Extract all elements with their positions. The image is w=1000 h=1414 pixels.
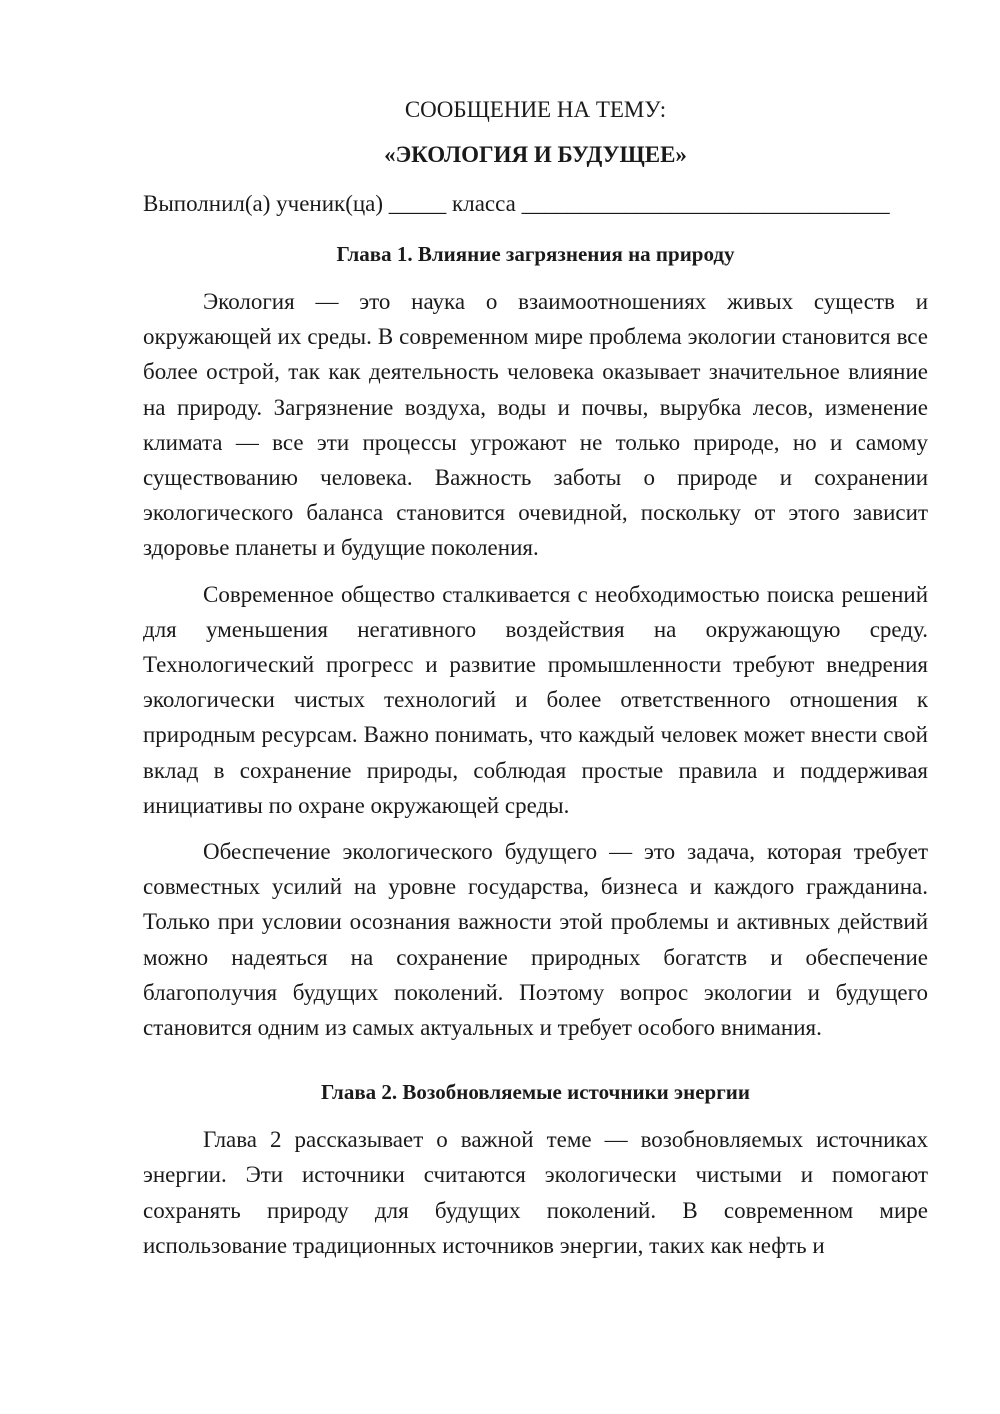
chapter-1-paragraph-2: Современное общество сталкивается с необходимостью поиска решений для уменьшения негативного воздействия на окружающую среду. Технологический прогресс и развитие промышленности требуют внедрения экологически чистых технологий и более ответственного отношения к природным ресурсам. Важно понимать, что каждый человек может внести свой вклад в сохранение природы, соблюдая простые правила и поддерживая инициативы по охране окружающей среды. [143,581,928,818]
chapter-2-heading: Глава 2. Возобновляемые источники энергии [321,1080,750,1105]
author-line: Выполнил(а) ученик(ца) _____ класса ________________________________ [143,191,890,216]
chapter-1 [143,237,928,1045]
document-title-line-1: СООБЩЕНИЕ НА ТЕМУ: [404,97,667,122]
chapter-1-paragraph-1: Экология — это наука о взаимоотношениях живых существ и окружающей их среды. В современном мире проблема экологии становится все более острой, так как деятельность человека оказывает значительное влияние на природу. Загрязнение воздуха, воды и почвы, вырубка лесов, изменение климата — все эти процессы угрожают не только природе, но и самому существованию человека. Важность заботы о природе и сохранении экологического баланса становится очевидной, поскольку от этого зависит здоровье планеты и будущие поколения. [143,289,928,561]
chapter-2-paragraph-1: Глава 2 рассказывает о важной теме — возобновляемых источниках энергии. Эти источники считаются экологически чистыми и помогают сохранять природу для будущих поколений. В современном мире использование традиционных источников энергии, таких как нефть и [143,1127,928,1258]
document-page [143,92,928,1263]
chapter-2 [143,1075,928,1263]
chapter-1-heading: Глава 1. Влияние загрязнения на природу [336,242,735,266]
document-title-topic: «ЭКОЛОГИЯ И БУДУЩЕЕ» [384,142,687,167]
chapter-1-paragraph-3: Обеспечение экологического будущего — это задача, которая требует совместных усилий на уровне государства, бизнеса и каждого гражданина. Только при условии осознания важности этой проблемы и активных действий можно надеяться на сохранение природных богатств и обеспечение благополучия будущих поколений. Поэтому вопрос экологии и будущего становится одним из самых актуальных и требует особого внимания. [143,839,928,1041]
